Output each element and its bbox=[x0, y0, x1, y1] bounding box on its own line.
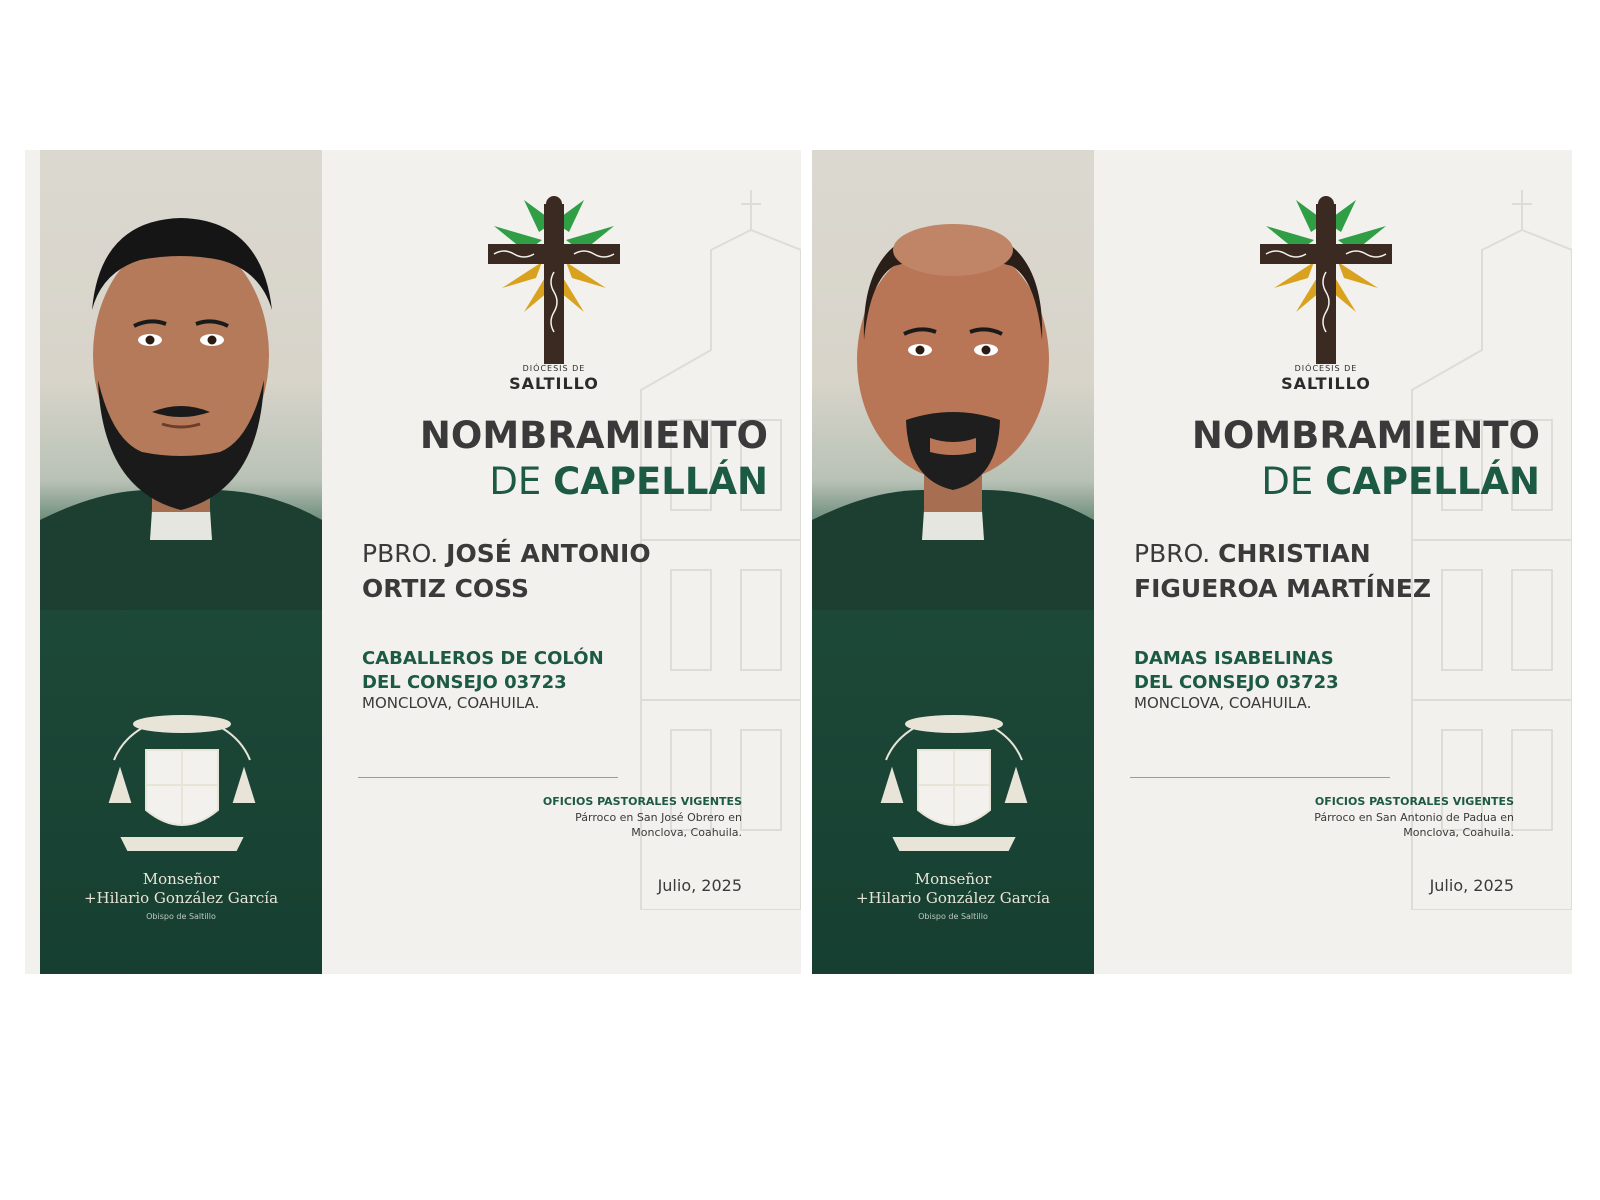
diocese-label-big: SALTILLO bbox=[509, 374, 599, 393]
offices-text bbox=[1194, 810, 1514, 840]
organization-line2: DEL CONSEJO 03723 bbox=[1134, 672, 1339, 693]
heading-capellan bbox=[1130, 460, 1540, 504]
priest-name-block bbox=[1134, 536, 1494, 606]
organization-line1: CABALLEROS DE COLÓN bbox=[362, 648, 604, 669]
offices-line1: Párroco en San Antonio de Padua en bbox=[1314, 811, 1514, 824]
diocese-label-small: DIÓCESIS DE bbox=[522, 364, 586, 373]
heading-de: DE bbox=[489, 460, 542, 503]
offices-title: OFICIOS PASTORALES VIGENTES bbox=[1314, 795, 1514, 808]
bishop-honorific: Monseñor bbox=[914, 870, 992, 888]
priest-prefix: PBRO. bbox=[1134, 539, 1211, 568]
divider bbox=[1130, 777, 1390, 778]
heading-nombramiento: NOMBRAMIENTO bbox=[419, 414, 768, 457]
offices-text bbox=[422, 810, 742, 840]
appointment-card-1 bbox=[25, 150, 801, 974]
card-content bbox=[1094, 150, 1572, 974]
bishop-coat-of-arms bbox=[874, 710, 1034, 860]
organization-line2: DEL CONSEJO 03723 bbox=[362, 672, 567, 693]
offices-title: OFICIOS PASTORALES VIGENTES bbox=[542, 795, 742, 808]
heading-de: DE bbox=[1261, 460, 1314, 503]
location: MONCLOVA, COAHUILA. bbox=[1134, 694, 1312, 712]
bishop-title: Obispo de Saltillo bbox=[918, 912, 988, 921]
priest-portrait bbox=[40, 190, 322, 610]
appointment-card-2 bbox=[812, 150, 1572, 974]
bishop-name: +Hilario González García bbox=[855, 889, 1051, 907]
divider bbox=[358, 777, 618, 778]
heading-capellan bbox=[358, 460, 768, 504]
offices-line1: Párroco en San José Obrero en bbox=[575, 811, 742, 824]
diocese-label-small: DIÓCESIS DE bbox=[1294, 364, 1358, 373]
heading-capellan-word: CAPELLÁN bbox=[1325, 460, 1540, 503]
priest-name-line2: FIGUEROA MARTÍNEZ bbox=[1134, 574, 1431, 603]
bishop-name: +Hilario González García bbox=[83, 889, 279, 907]
diocese-label-big: SALTILLO bbox=[1281, 374, 1371, 393]
offices-line2: Monclova, Coahuila. bbox=[1403, 826, 1514, 839]
diocese-cross-logo bbox=[484, 192, 624, 370]
location: MONCLOVA, COAHUILA. bbox=[362, 694, 540, 712]
priest-name-line1: JOSÉ ANTONIO bbox=[446, 539, 651, 568]
bishop-coat-of-arms bbox=[102, 710, 262, 860]
date: Julio, 2025 bbox=[657, 876, 742, 895]
offices-line2: Monclova, Coahuila. bbox=[631, 826, 742, 839]
priest-name-line2: ORTIZ COSS bbox=[362, 574, 530, 603]
heading-nombramiento: NOMBRAMIENTO bbox=[1191, 414, 1540, 457]
priest-portrait bbox=[812, 190, 1094, 610]
photo-column bbox=[812, 150, 1094, 974]
bishop-honorific: Monseñor bbox=[142, 870, 220, 888]
photo-column bbox=[40, 150, 322, 974]
date: Julio, 2025 bbox=[1429, 876, 1514, 895]
diocese-cross-logo bbox=[1256, 192, 1396, 370]
bishop-title: Obispo de Saltillo bbox=[146, 912, 216, 921]
priest-name-block bbox=[362, 536, 722, 606]
priest-name-line1: CHRISTIAN bbox=[1218, 539, 1371, 568]
organization bbox=[362, 647, 722, 695]
priest-prefix: PBRO. bbox=[362, 539, 439, 568]
heading-capellan-word: CAPELLÁN bbox=[553, 460, 768, 503]
organization-line1: DAMAS ISABELINAS bbox=[1134, 648, 1334, 669]
card-content bbox=[322, 150, 801, 974]
organization bbox=[1134, 647, 1494, 695]
